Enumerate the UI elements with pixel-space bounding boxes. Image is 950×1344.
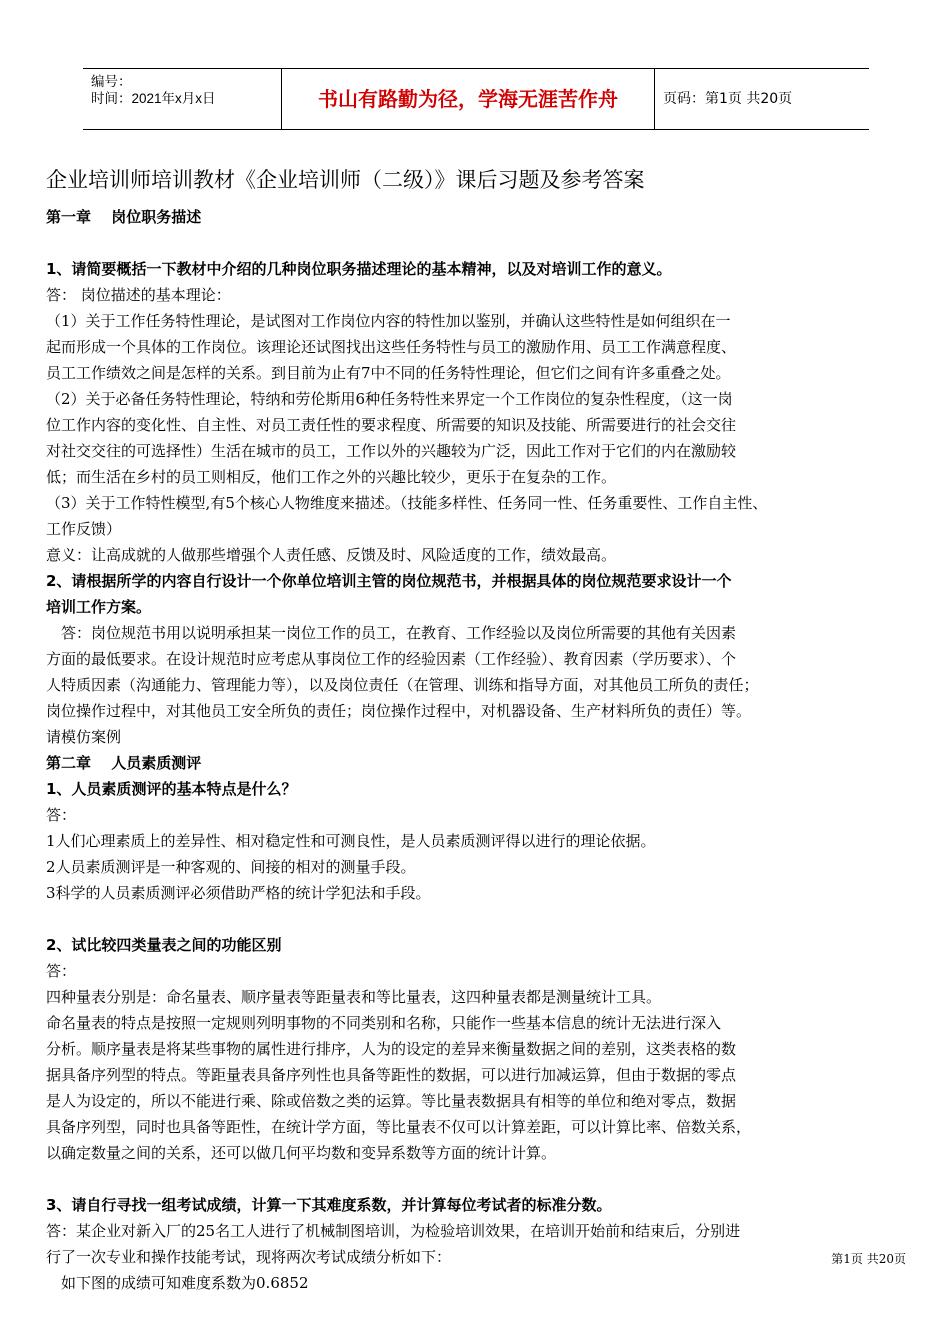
answer-line: 低；而生活在乡村的员工则相反，他们工作之外的兴趣比较少，更乐于在复杂的工作。 bbox=[46, 468, 617, 486]
question-heading: 1、请简要概括一下教材中介绍的几种岗位职务描述理论的基本精神，以及对培训工作的意义。 bbox=[46, 260, 672, 278]
chapter-heading: 第二章 人员素质测评 bbox=[46, 754, 202, 772]
chapter-heading: 第一章 岗位职务描述 bbox=[46, 208, 202, 226]
header-meta-cell bbox=[83, 69, 281, 129]
answer-line: 据具备序列型的特点。等距量表具备序列性也具备等距性的数据，可以进行加减运算，但由于数据的零点 bbox=[46, 1066, 737, 1084]
answer-line: （1）关于工作任务特性理论，是试图对工作岗位内容的特性加以鉴别，并确认这些特性是如何组织在一 bbox=[46, 312, 731, 330]
motto: 书山有路勤为径，学海无涯苦作舟 bbox=[281, 69, 655, 129]
answer-line: 对社交交往的可选择性）生活在城市的员工，工作以外的兴趣较为广泛，因此工作对于它们的内在激励较 bbox=[46, 442, 737, 460]
page-footer: 第1页 共20页 bbox=[831, 1252, 906, 1266]
answer-line: 分析。顺序量表是将某些事物的属性进行排序，人为的设定的差异来衡量数据之间的差别，这类表格的数 bbox=[46, 1040, 737, 1058]
question-heading: 3、请自行寻找一组考试成绩，计算一下其难度系数，并计算每位考试者的标准分数。 bbox=[46, 1196, 612, 1214]
question-heading: 1、人员素质测评的基本特点是什么？ bbox=[46, 780, 297, 798]
answer-line: （3）关于工作特性模型,有5个核心人物维度来描述。（技能多样性、任务同一性、任务重要性、工作自主性、 bbox=[46, 494, 768, 512]
answer-line: 2人员素质测评是一种客观的、间接的相对的测量手段。 bbox=[46, 858, 416, 876]
document-body bbox=[46, 204, 908, 1296]
answer-line: （2）关于必备任务特性理论，特纳和劳伦斯用6种任务特性来界定一个工作岗位的复杂性程度，（这一岗 bbox=[46, 390, 733, 408]
answer-line: 命名量表的特点是按照一定规则列明事物的不同类别和名称，只能作一些基本信息的统计无法进行深入 bbox=[46, 1014, 722, 1032]
question-heading: 2、试比较四类量表之间的功能区别 bbox=[46, 936, 282, 954]
answer-line: 请模仿案例 bbox=[46, 728, 122, 746]
answer-line: 意义：让高成就的人做那些增强个人责任感、反馈及时、风险适度的工作，绩效最高。 bbox=[46, 546, 617, 564]
answer-line: 如下图的成绩可知难度系数为0.6852 bbox=[46, 1274, 309, 1292]
answer-line: 1人们心理素质上的差异性、相对稳定性和可测良性，是人员素质测评得以进行的理论依据。 bbox=[46, 832, 656, 850]
question-heading: 2、请根据所学的内容自行设计一个你单位培训主管的岗位规范书，并根据具体的岗位规范要求设计一个 bbox=[46, 572, 732, 590]
answer-line: 四种量表分别是：命名量表、顺序量表等距量表和等比量表，这四种量表都是测量统计工具。 bbox=[46, 988, 662, 1006]
answer-line: 工作反馈） bbox=[46, 520, 122, 538]
question-heading: 培训工作方案。 bbox=[46, 598, 152, 616]
answer-line: 岗位操作过程中，对其他员工安全所负的责任；岗位操作过程中，对机器设备、生产材料所负的责任）等。 bbox=[46, 702, 752, 720]
answer-line: 答： bbox=[46, 962, 77, 980]
answer-line: 以确定数量之间的关系，还可以做几何平均数和变异系数等方面的统计计算。 bbox=[46, 1144, 557, 1162]
answer-line: 位工作内容的变化性、自主性、对员工责任性的要求程度、所需要的知识及技能、所需要进行的社会交往 bbox=[46, 416, 737, 434]
answer-line: 方面的最低要求。在设计规范时应考虑从事岗位工作的经验因素（工作经验）、教育因素（学历要求）、个 bbox=[46, 650, 737, 668]
page-header-table bbox=[83, 68, 869, 130]
page-label: 页码：第1页 共20页 bbox=[663, 91, 793, 107]
answer-line: 答：某企业对新入厂的25名工人进行了机械制图培训，为检验培训效果，在培训开始前和结束后，分别进 bbox=[46, 1222, 741, 1240]
number-label: 编号： bbox=[91, 74, 132, 89]
answer-line: 员工工作绩效之间是怎样的关系。到目前为止有7中不同的任务特性理论，但它们之间有许多重叠之处。 bbox=[46, 364, 731, 382]
answer-line: 起而形成一个具体的工作岗位。该理论还试图找出这些任务特性与员工的激励作用、员工工作满意程度、 bbox=[46, 338, 737, 356]
answer-line: 答：岗位规范书用以说明承担某一岗位工作的员工，在教育、工作经验以及岗位所需要的其他有关因素 bbox=[46, 624, 737, 642]
answer-line: 3科学的人员素质测评必须借助严格的统计学犯法和手段。 bbox=[46, 884, 431, 902]
answer-line: 答： bbox=[46, 806, 77, 824]
answer-line: 答： 岗位描述的基本理论： bbox=[46, 286, 231, 304]
answer-line: 人特质因素（沟通能力、管理能力等），以及岗位责任（在管理、训练和指导方面，对其他员工所负的责任； bbox=[46, 676, 759, 694]
answer-line: 是人为设定的，所以不能进行乘、除或倍数之类的运算。等比量表数据具有相等的单位和绝对零点，数据 bbox=[46, 1092, 737, 1110]
answer-line: 行了一次专业和操作技能考试，现将两次考试成绩分析如下： bbox=[46, 1248, 452, 1266]
answer-line: 具备序列型，同时也具备等距性，在统计学方面，等比量表不仅可以计算差距，可以计算比率、倍数关系， bbox=[46, 1118, 752, 1136]
time-label: 时间：2021年x月x日 bbox=[91, 91, 216, 106]
document-title: 企业培训师培训教材《企业培训师（二级）》课后习题及参考答案 bbox=[46, 168, 645, 192]
